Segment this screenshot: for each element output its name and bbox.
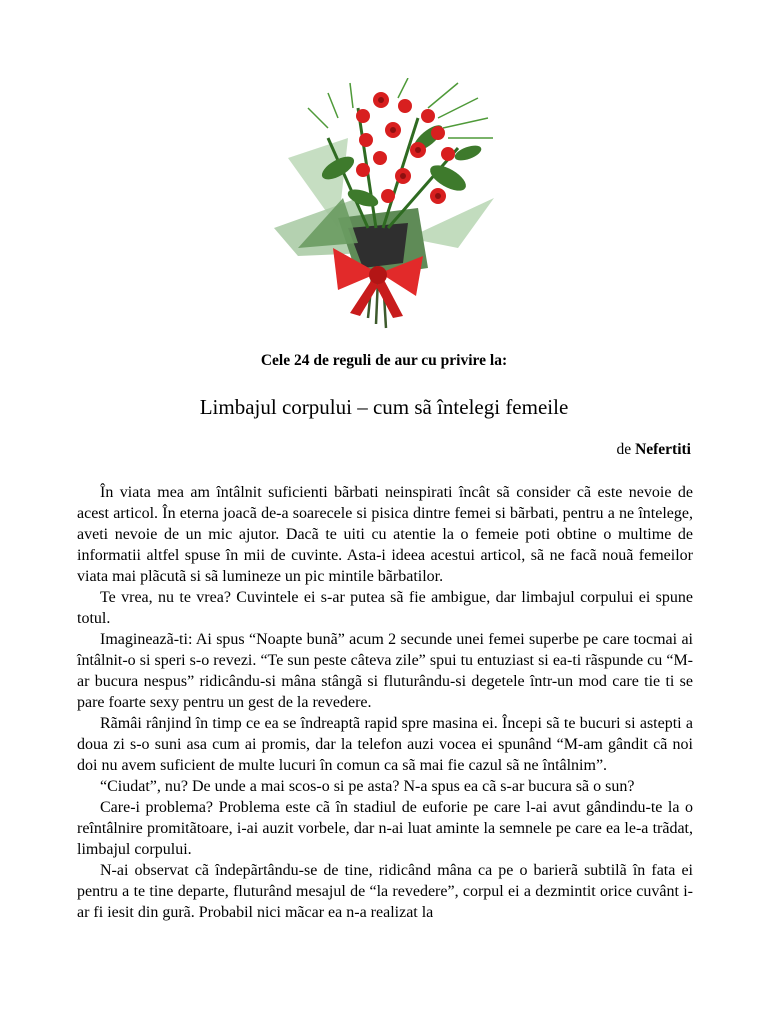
article-body — [77, 482, 693, 923]
author-byline — [617, 441, 691, 459]
paragraph: Care-i problema? Problema este cã în stadiul de euforie pe care l-ai avut gândindu-te la o reîntâlnire promitãtoare, i-ai auzit vorbele, dar n-ai luat aminte la semnele pe care ea le-a trãdat, limbajul corpului. — [77, 799, 693, 858]
paragraph: N-ai observat cã îndepãrtându-se de tine, ridicând mâna ca pe o barierã subtilã în fata ei pentru a te tine departe, fluturând mesajul de “la revedere”, corpul ei a dezmintit orice cuvânt i-ar fi iesit din gurã. Probabil nici mãcar ea n-a realizat la — [77, 862, 693, 921]
rose-bouquet-image — [268, 78, 500, 334]
document-title: Limbajul corpului – cum sã întelegi femeile — [199, 395, 569, 419]
paragraph: În viata mea am întâlnit suficienti bãrbati neinspirati încât sã consider cã este nevoie de acest articol. În eterna joacã de-a soarecele si pisica dintre femei si bãrbati, pentru a ne întelege, aveti nevoie de un mic ajutor. Dacã te uiti cu atentie la o femeie poti obtine o multime de informatii altfel spuse în mii de cuvinte. Asta-i ideea acestui articol, sã ne facã nouã femeilor viata mai plãcutã si sã lumineze un pic mintile bãrbatilor. — [77, 484, 693, 585]
paragraph: Rãmâi rânjind în timp ce ea se îndreaptã rapid spre masina ei. Începi sã te bucuri si astepti a doua zi s-o suni asa cum ai promis, dar la telefon auzi vocea ei spunând “M-am gândit cã noi doi nu avem suficient de multe lucuri în comun ca sã mai fie cazul sã ne întâlnim”. — [77, 715, 693, 774]
document-subtitle: Cele 24 de reguli de aur cu privire la: — [260, 352, 508, 369]
paragraph: Imagineazã-ti: Ai spus “Noapte bunã” acum 2 secunde unei femei superbe pe care tocmai ai întâlnit-o si speri s-o revezi. “Te sun peste câteva zile” spui tu entuziast si ea-ti rãspunde cu “M-ar bucura nespus” ridicându-si mâna stângã si fluturându-si degetele într-un mod care tie ti se pare foarte sexy pentru un gest de la revedere. — [77, 631, 693, 711]
byline-prefix: de — [616, 441, 636, 458]
paragraph: Te vrea, nu te vrea? Cuvintele ei s-ar putea sã fie ambigue, dar limbajul corpului ei spune totul. — [77, 589, 693, 627]
paragraph: “Ciudat”, nu? De unde a mai scos-o si pe asta? N-a spus ea cã s-ar bucura sã o sun? — [100, 778, 635, 795]
author-name: Nefertiti — [635, 441, 691, 458]
